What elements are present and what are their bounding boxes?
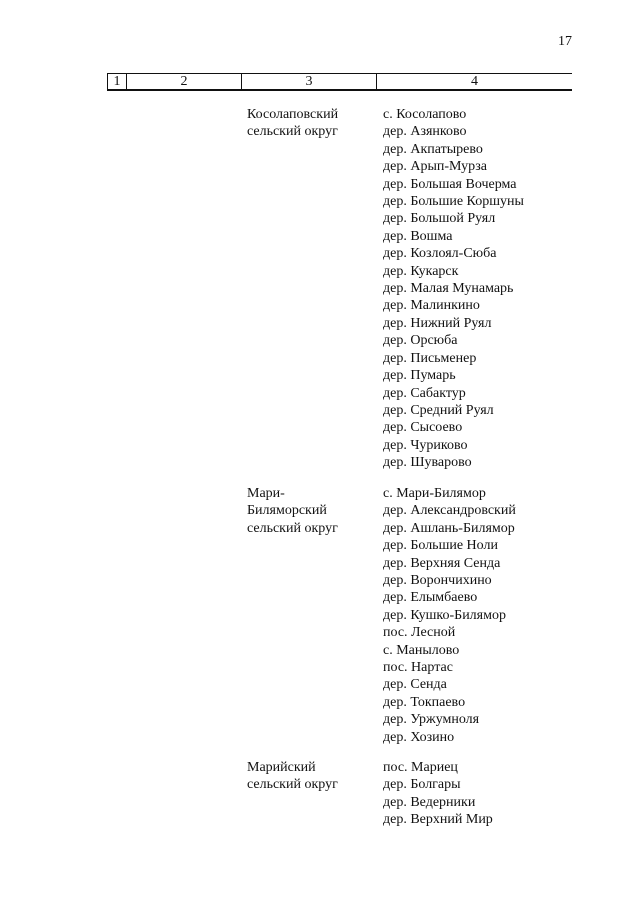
settlement-item: дер. Азянково	[383, 124, 467, 140]
settlement-item: дер. Нижний Руял	[383, 315, 492, 331]
district-name-line: Марийский	[247, 760, 316, 775]
settlement-item: дер. Козлоял-Сюба	[383, 246, 497, 262]
settlement-item: дер. Верхний Мир	[383, 812, 493, 828]
settlement-item: дер. Хозино	[383, 729, 455, 745]
settlement-list	[383, 759, 583, 829]
settlement-item: дер. Ашлань-Билямор	[383, 520, 515, 536]
settlement-item: дер. Болгары	[383, 777, 461, 793]
settlement-item: пос. Мариец	[383, 760, 458, 775]
settlement-item: дер. Малинкино	[383, 298, 480, 314]
settlement-item: дер. Уржумноля	[383, 712, 480, 728]
settlement-item: дер. Верхняя Сенда	[383, 555, 501, 571]
settlement-item: дер. Письменер	[383, 350, 477, 366]
settlement-item: пос. Лесной	[383, 625, 456, 641]
column-header-3: 3	[242, 74, 377, 89]
settlement-item: дер. Большие Коршуны	[383, 194, 524, 210]
settlement-item: дер. Вошма	[383, 228, 453, 244]
settlement-item: дер. Арып-Мурза	[383, 159, 488, 175]
district-name-line: Косолаповский	[247, 107, 339, 122]
settlement-item: с. Мари-Билямор	[383, 486, 486, 501]
district-name-line: Биляморский	[247, 503, 327, 519]
settlement-item: пос. Нартас	[383, 660, 453, 676]
district-name	[247, 485, 372, 537]
settlement-item: дер. Токпаево	[383, 694, 466, 710]
district-name-line: Мари-	[247, 486, 285, 501]
column-header-2: 2	[127, 74, 242, 89]
settlement-item: с. Манылово	[383, 642, 460, 658]
settlement-item: дер. Средний Руял	[383, 402, 494, 418]
settlement-item: дер. Большие Ноли	[383, 538, 498, 554]
settlement-item: дер. Шуварово	[383, 455, 472, 471]
settlement-item: дер. Елымбаево	[383, 590, 478, 606]
column-header-4: 4	[471, 74, 478, 89]
district-name	[247, 106, 372, 141]
district-name-line: сельский округ	[247, 520, 338, 536]
settlement-item: дер. Чуриково	[383, 437, 468, 453]
district-name-line: сельский округ	[247, 124, 338, 140]
settlement-item: с. Косолапово	[383, 107, 467, 122]
settlement-item: дер. Акпатырево	[383, 141, 483, 157]
settlement-item: дер. Сысоево	[383, 420, 463, 436]
district-name	[247, 759, 372, 794]
settlement-item: дер. Кукарск	[383, 263, 459, 279]
settlement-item: дер. Ворончихино	[383, 573, 492, 589]
page-number: 17	[558, 34, 572, 49]
settlement-item: дер. Большая Вочерма	[383, 176, 517, 192]
district-name-line: сельский округ	[247, 777, 338, 793]
settlement-item: дер. Сенда	[383, 677, 447, 693]
table-header-row	[107, 73, 572, 91]
settlement-item: дер. Орсюба	[383, 333, 458, 349]
settlement-list	[383, 106, 583, 472]
settlement-item: дер. Большой Руял	[383, 211, 496, 227]
settlement-item: дер. Малая Мунамарь	[383, 281, 514, 297]
settlement-item: дер. Ведерники	[383, 794, 476, 810]
settlement-item: дер. Александровский	[383, 503, 516, 519]
settlement-item: дер. Пумарь	[383, 368, 456, 384]
settlement-item: дер. Сабактур	[383, 385, 466, 401]
settlement-list	[383, 485, 583, 746]
settlement-item: дер. Кушко-Билямор	[383, 607, 506, 623]
column-header-1: 1	[107, 74, 127, 89]
